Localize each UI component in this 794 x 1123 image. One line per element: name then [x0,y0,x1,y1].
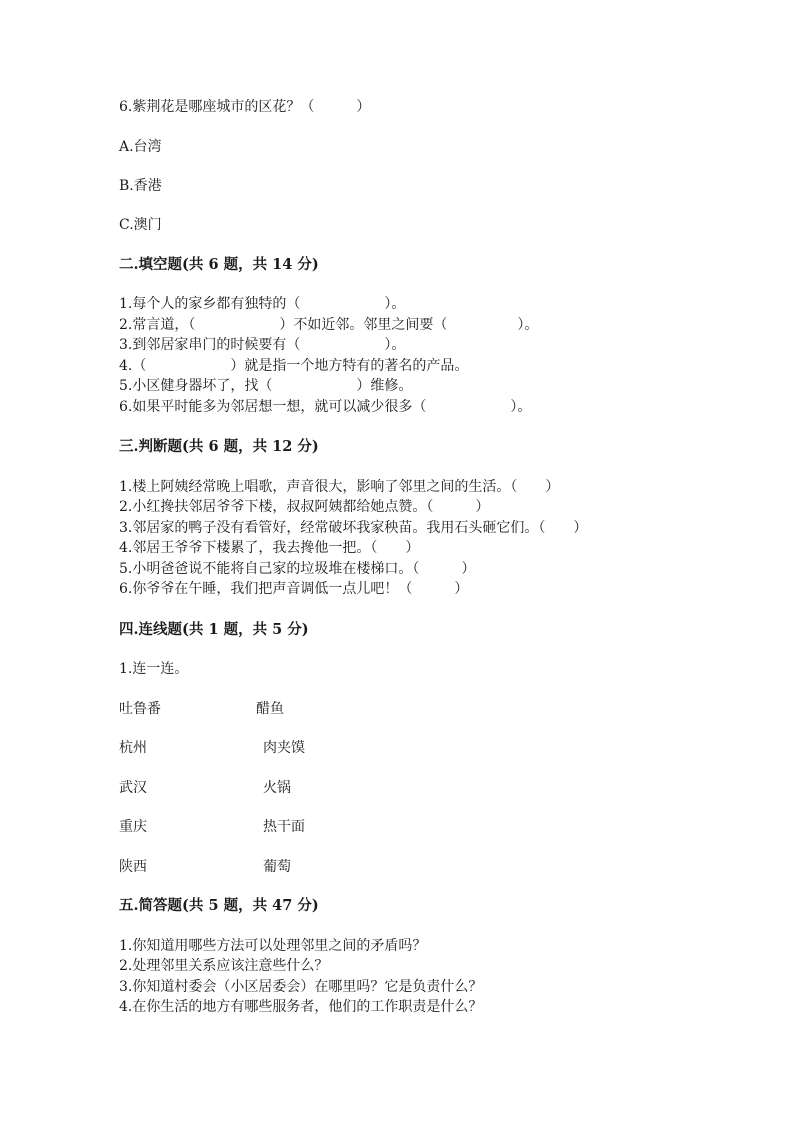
match-right-item: 热干面 [263,819,305,835]
judge-item-4: 4.邻居王爷爷下楼累了，我去搀他一把。（ ） [119,540,420,556]
judge-item-2: 2.小红搀扶邻居爷爷下楼，叔叔阿姨都给她点赞。（ ） [119,499,490,515]
fill-item-3: 3.到邻居家串门的时候要有（ ）。 [119,337,406,353]
match-right-item: 醋鱼 [256,701,284,717]
section-5-title: 五.简答题(共 5 题，共 47 分) [119,897,319,914]
section-4-title: 四.连线题(共 1 题，共 5 分) [119,621,309,638]
match-left-item: 武汉 [119,780,147,796]
fill-item-5: 5.小区健身器坏了，找（ ）维修。 [119,378,413,394]
section-2-title: 二.填空题(共 6 题，共 14 分) [119,256,319,273]
match-left-item: 吐鲁番 [119,701,161,717]
short-answer-3: 3.你知道村委会（小区居委会）在哪里吗？它是负责什么？ [119,979,483,995]
fill-item-2: 2.常言道，（ ）不如近邻。邻里之间要（ ）。 [119,317,539,333]
matching-prompt: 1.连一连。 [119,661,189,677]
option-a: A.台湾 [119,139,162,155]
short-answer-2: 2.处理邻里关系应该注意些什么？ [119,958,329,974]
short-answer-1: 1.你知道用哪些方法可以处理邻里之间的矛盾吗？ [119,938,427,954]
match-left-item: 陕西 [119,859,147,875]
match-left-item: 杭州 [119,740,147,756]
option-c: C.澳门 [119,217,162,233]
judge-item-5: 5.小明爸爸说不能将自己家的垃圾堆在楼梯口。（ ） [119,561,476,577]
fill-item-1: 1.每个人的家乡都有独特的（ ）。 [119,296,406,312]
fill-item-4: 4.（ ）就是指一个地方特有的著名的产品。 [119,358,469,374]
judge-item-6: 6.你爷爷在午睡，我们把声音调低一点儿吧！（ ） [119,581,469,597]
section-3-title: 三.判断题(共 6 题，共 12 分) [119,438,319,455]
question-6-stem: 6.紫荆花是哪座城市的区花？（ ） [119,99,371,115]
fill-item-6: 6.如果平时能多为邻居想一想，就可以减少很多（ ）。 [119,399,532,415]
match-right-item: 火锅 [263,780,291,796]
short-answer-4: 4.在你生活的地方有哪些服务者，他们的工作职责是什么？ [119,999,483,1015]
judge-item-1: 1.楼上阿姨经常晚上唱歌，声音很大，影响了邻里之间的生活。（ ） [119,479,560,495]
judge-item-3: 3.邻居家的鸭子没有看管好，经常破坏我家秧苗。我用石头砸它们。（ ） [119,520,588,536]
match-left-item: 重庆 [119,819,147,835]
match-right-item: 葡萄 [263,859,291,875]
option-b: B.香港 [119,178,162,194]
match-right-item: 肉夹馍 [263,740,305,756]
